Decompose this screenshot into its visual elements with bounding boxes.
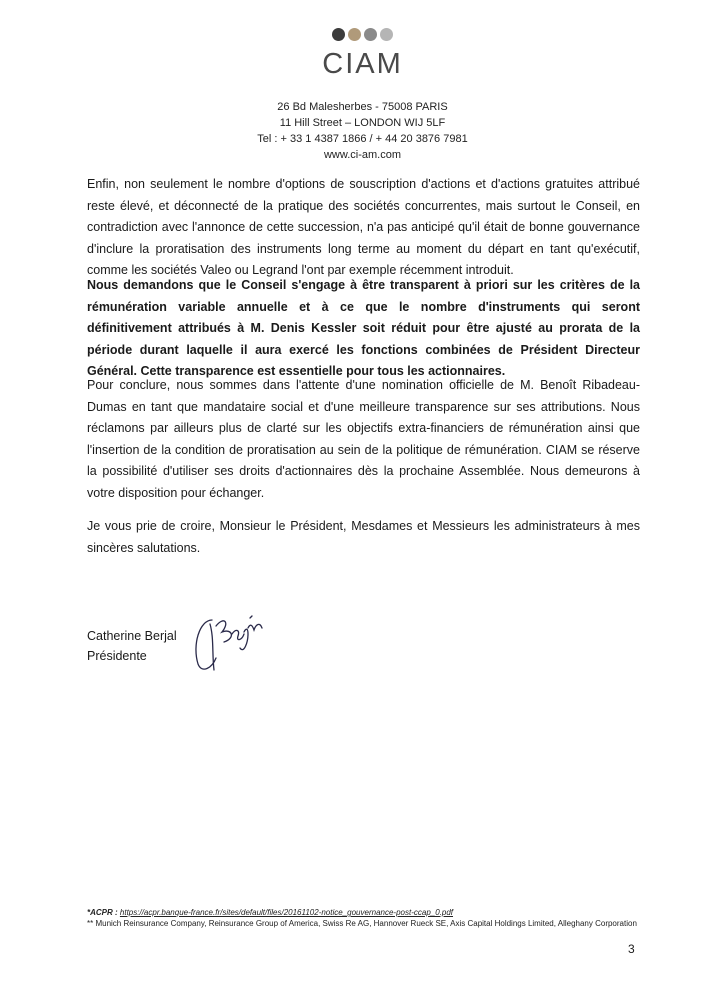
address-line-paris: 26 Bd Malesherbes - 75008 PARIS (277, 101, 448, 113)
signer-name: Catherine Berjal (87, 629, 177, 643)
handwritten-signature (190, 598, 270, 678)
signer-title: Présidente (87, 649, 147, 663)
logo-dot (348, 28, 361, 41)
footnote-acpr-link[interactable]: https://acpr.banque-france.fr/sites/default/files/20161102-notice_gouvernance-post-ccap_0.pdf (119, 908, 454, 917)
letterhead-address (0, 99, 725, 163)
logo-text: CIAM (322, 48, 403, 80)
phone-line: Tel : + 33 1 4387 1866 / + 44 20 3876 7981 (257, 133, 468, 145)
logo-dot (364, 28, 377, 41)
paragraph-options: Enfin, non seulement le nombre d'options de souscription d'actions et d'actions gratuites attribué reste élevé, et déconnecté de la pratique des sociétés concurrentes, mais surtout le Conseil, en contradiction avec l'annonce de cette succession, n'a pas anticipé qu'il était de bonne gouvernance d'inclure la proratisation des instruments long terme au moment du départ en tant qu'exécutif, comme les sociétés Valeo ou Legrand l'ont par exemple récemment introduit. (87, 177, 640, 277)
logo-dot (380, 28, 393, 41)
logo-dots-icon (332, 28, 393, 41)
signer-block (87, 626, 177, 666)
paragraph-closing: Je vous prie de croire, Monsieur le Président, Mesdames et Messieurs les administrateurs à mes sincères salutations. (87, 519, 640, 555)
website-link[interactable]: www.ci-am.com (323, 149, 401, 161)
address-line-london: 11 Hill Street – LONDON WIJ 5LF (279, 117, 446, 129)
paragraph-demand: Nous demandons que le Conseil s'engage à être transparent à priori sur les critères de la rémunération variable annuelle et à ce que le nombre d'instruments qui seront définitivement attribués à M. Denis Kessler soit réduit pour être ajusté au prorata de la période durant laquelle il aura exercé les fonctions combinées de Président Directeur Général. Cette transparence est essentielle pour tous les actionnaires. (87, 278, 640, 378)
footnote-acpr-label: *ACPR : (87, 908, 118, 917)
signature-strokes (196, 616, 262, 670)
footnote-companies: ** Munich Reinsurance Company, Reinsurance Group of America, Swiss Re AG, Hannover Rueck SE, Axis Capital Holdings Limited, Alleghany Corporation (87, 919, 637, 928)
footnote-acpr (87, 907, 647, 918)
footnotes (87, 907, 647, 929)
ciam-logo (0, 28, 725, 81)
paragraph-conclusion: Pour conclure, nous sommes dans l'attente d'une nomination officielle de M. Benoît Ribadeau-Dumas en tant que mandataire social et d'une meilleure transparence sur ses attributions. Nous réclamons par ailleurs plus de clarté sur les objectifs extra-financiers de rémunération ainsi que l'insertion de la condition de proratisation au sein de la politique de rémunération. CIAM se réserve la possibilité d'utiliser ses droits d'actionnaires dès la prochaine Assemblée. Nous demeurons à votre disposition pour échanger. (87, 378, 640, 500)
page-number: 3 (628, 942, 635, 956)
logo-dot (332, 28, 345, 41)
